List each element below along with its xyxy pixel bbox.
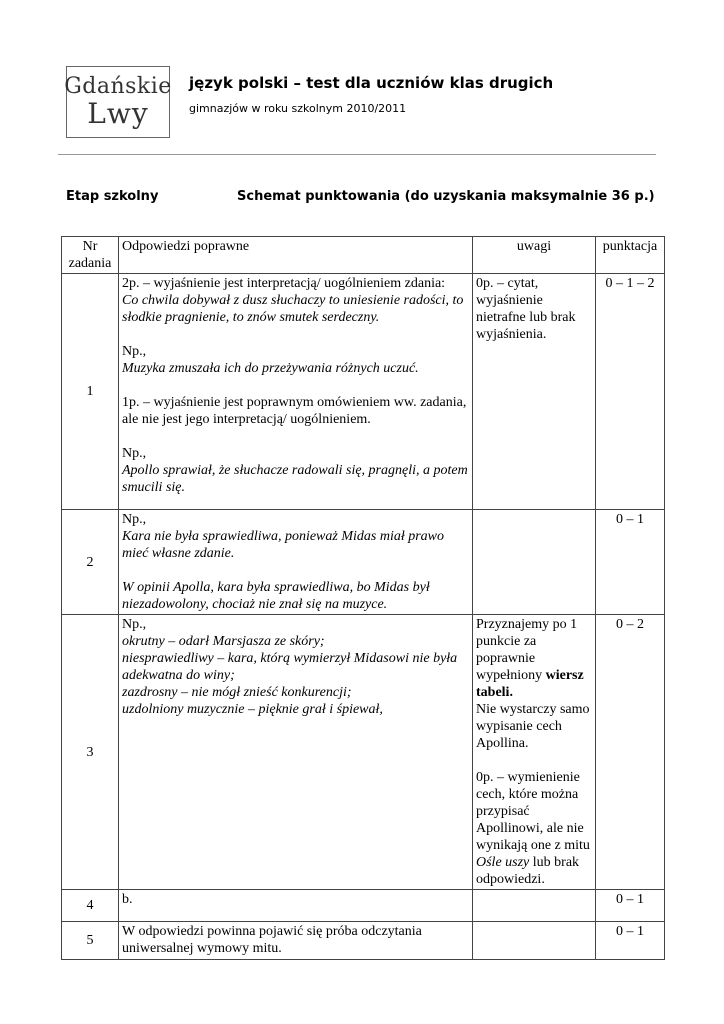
remarks-text: Przyznajemy po 1 punkcie za poprawnie wypełniony [476, 617, 578, 683]
answer-quote: Co chwila dobywał z dusz słuchaczy to uniesienie radości, to słodkie pragnienie, to znów smutek serdeczny. [122, 293, 464, 325]
answer-example: Apollo sprawiał, że słuchacze radowali się, pragnęli, a potem smucili się. [122, 463, 468, 495]
task-number: 1 [62, 274, 119, 510]
answer-cell [119, 615, 473, 890]
answer-text: Np., [122, 344, 147, 359]
answer-cell [119, 510, 473, 615]
points-cell: 0 – 1 [596, 510, 665, 615]
logo-text-top: Gdańskie [64, 74, 172, 99]
table-row [62, 922, 665, 960]
remarks-text: lub brak odpowiedzi. [476, 855, 580, 887]
answer-cell: b. [119, 890, 473, 922]
points-cell: 0 – 1 [596, 922, 665, 960]
header-nr: Nr zadania [62, 237, 119, 274]
answer-cell [119, 274, 473, 510]
scoring-scheme-title: Schemat punktowania (do uzyskania maksymalnie 36 p.) [237, 189, 655, 204]
task-number: 4 [62, 890, 119, 922]
remarks-text: Nie wystarczy samo wypisanie cech Apollina. [476, 702, 590, 751]
answer-text: Np., [122, 512, 147, 527]
task-number: 2 [62, 510, 119, 615]
remarks-bold: wiersz tabeli. [476, 668, 584, 700]
document-subtitle: gimnazjów w roku szkolnym 2010/2011 [189, 102, 407, 115]
answer-cell: W odpowiedzi powinna pojawić się próba odczytania uniwersalnej wymowy mitu. [119, 922, 473, 960]
points-cell: 0 – 1 – 2 [596, 274, 665, 510]
answer-example: okrutny – odarł Marsjasza ze skóry; [122, 634, 325, 649]
answer-text: 2p. – wyjaśnienie jest interpretacją/ uogólnieniem zdania: [122, 276, 446, 291]
stage-label: Etap szkolny [66, 189, 159, 204]
remarks-cell [473, 510, 596, 615]
remarks-italic: Ośle uszy [476, 855, 530, 870]
answer-text: Np., [122, 446, 147, 461]
header-points: punktacja [596, 237, 665, 274]
task-number: 3 [62, 615, 119, 890]
scoring-table [61, 236, 665, 960]
answer-example: Muzyka zmuszała ich do przeżywania różnych uczuć. [122, 361, 419, 376]
answer-example: zazdrosny – nie mógł znieść konkurencji; [122, 685, 352, 700]
table-row [62, 890, 665, 922]
header-remarks: uwagi [473, 237, 596, 274]
remarks-cell: 0p. – cytat, wyjaśnienie nietrafne lub brak wyjaśnienia. [473, 274, 596, 510]
remarks-text: 0p. – wymienienie cech, które można przypisać Apollinowi, ale nie wynikają one z mitu [476, 770, 590, 853]
remarks-cell [473, 615, 596, 890]
answer-text: 1p. – wyjaśnienie jest poprawnym omówieniem ww. zadania, ale nie jest jego interpretacją/ uogólnieniem. [122, 395, 467, 427]
remarks-cell [473, 922, 596, 960]
remarks-cell [473, 890, 596, 922]
answer-example: niesprawiedliwy – kara, którą wymierzył Midasowi nie była adekwatna do winy; [122, 651, 458, 683]
points-cell: 0 – 1 [596, 890, 665, 922]
answer-example: uzdolniony muzycznie – pięknie grał i śpiewał, [122, 702, 383, 717]
answer-text: Np., [122, 617, 147, 632]
table-row [62, 510, 665, 615]
answer-example: Kara nie była sprawiedliwa, ponieważ Midas miał prawo mieć własne zdanie. [122, 529, 445, 561]
logo [66, 66, 170, 138]
header-answers: Odpowiedzi poprawne [119, 237, 473, 274]
header-divider [58, 154, 656, 155]
table-row [62, 615, 665, 890]
document-title: język polski – test dla uczniów klas drugich [189, 74, 554, 92]
table-header-row [62, 237, 665, 274]
answer-example: W opinii Apolla, kara była sprawiedliwa, bo Midas był niezadowolony, chociaż nie znał się na muzyce. [122, 580, 430, 612]
task-number: 5 [62, 922, 119, 960]
points-cell: 0 – 2 [596, 615, 665, 890]
table-row [62, 274, 665, 510]
logo-text-bottom: Lwy [87, 97, 149, 130]
